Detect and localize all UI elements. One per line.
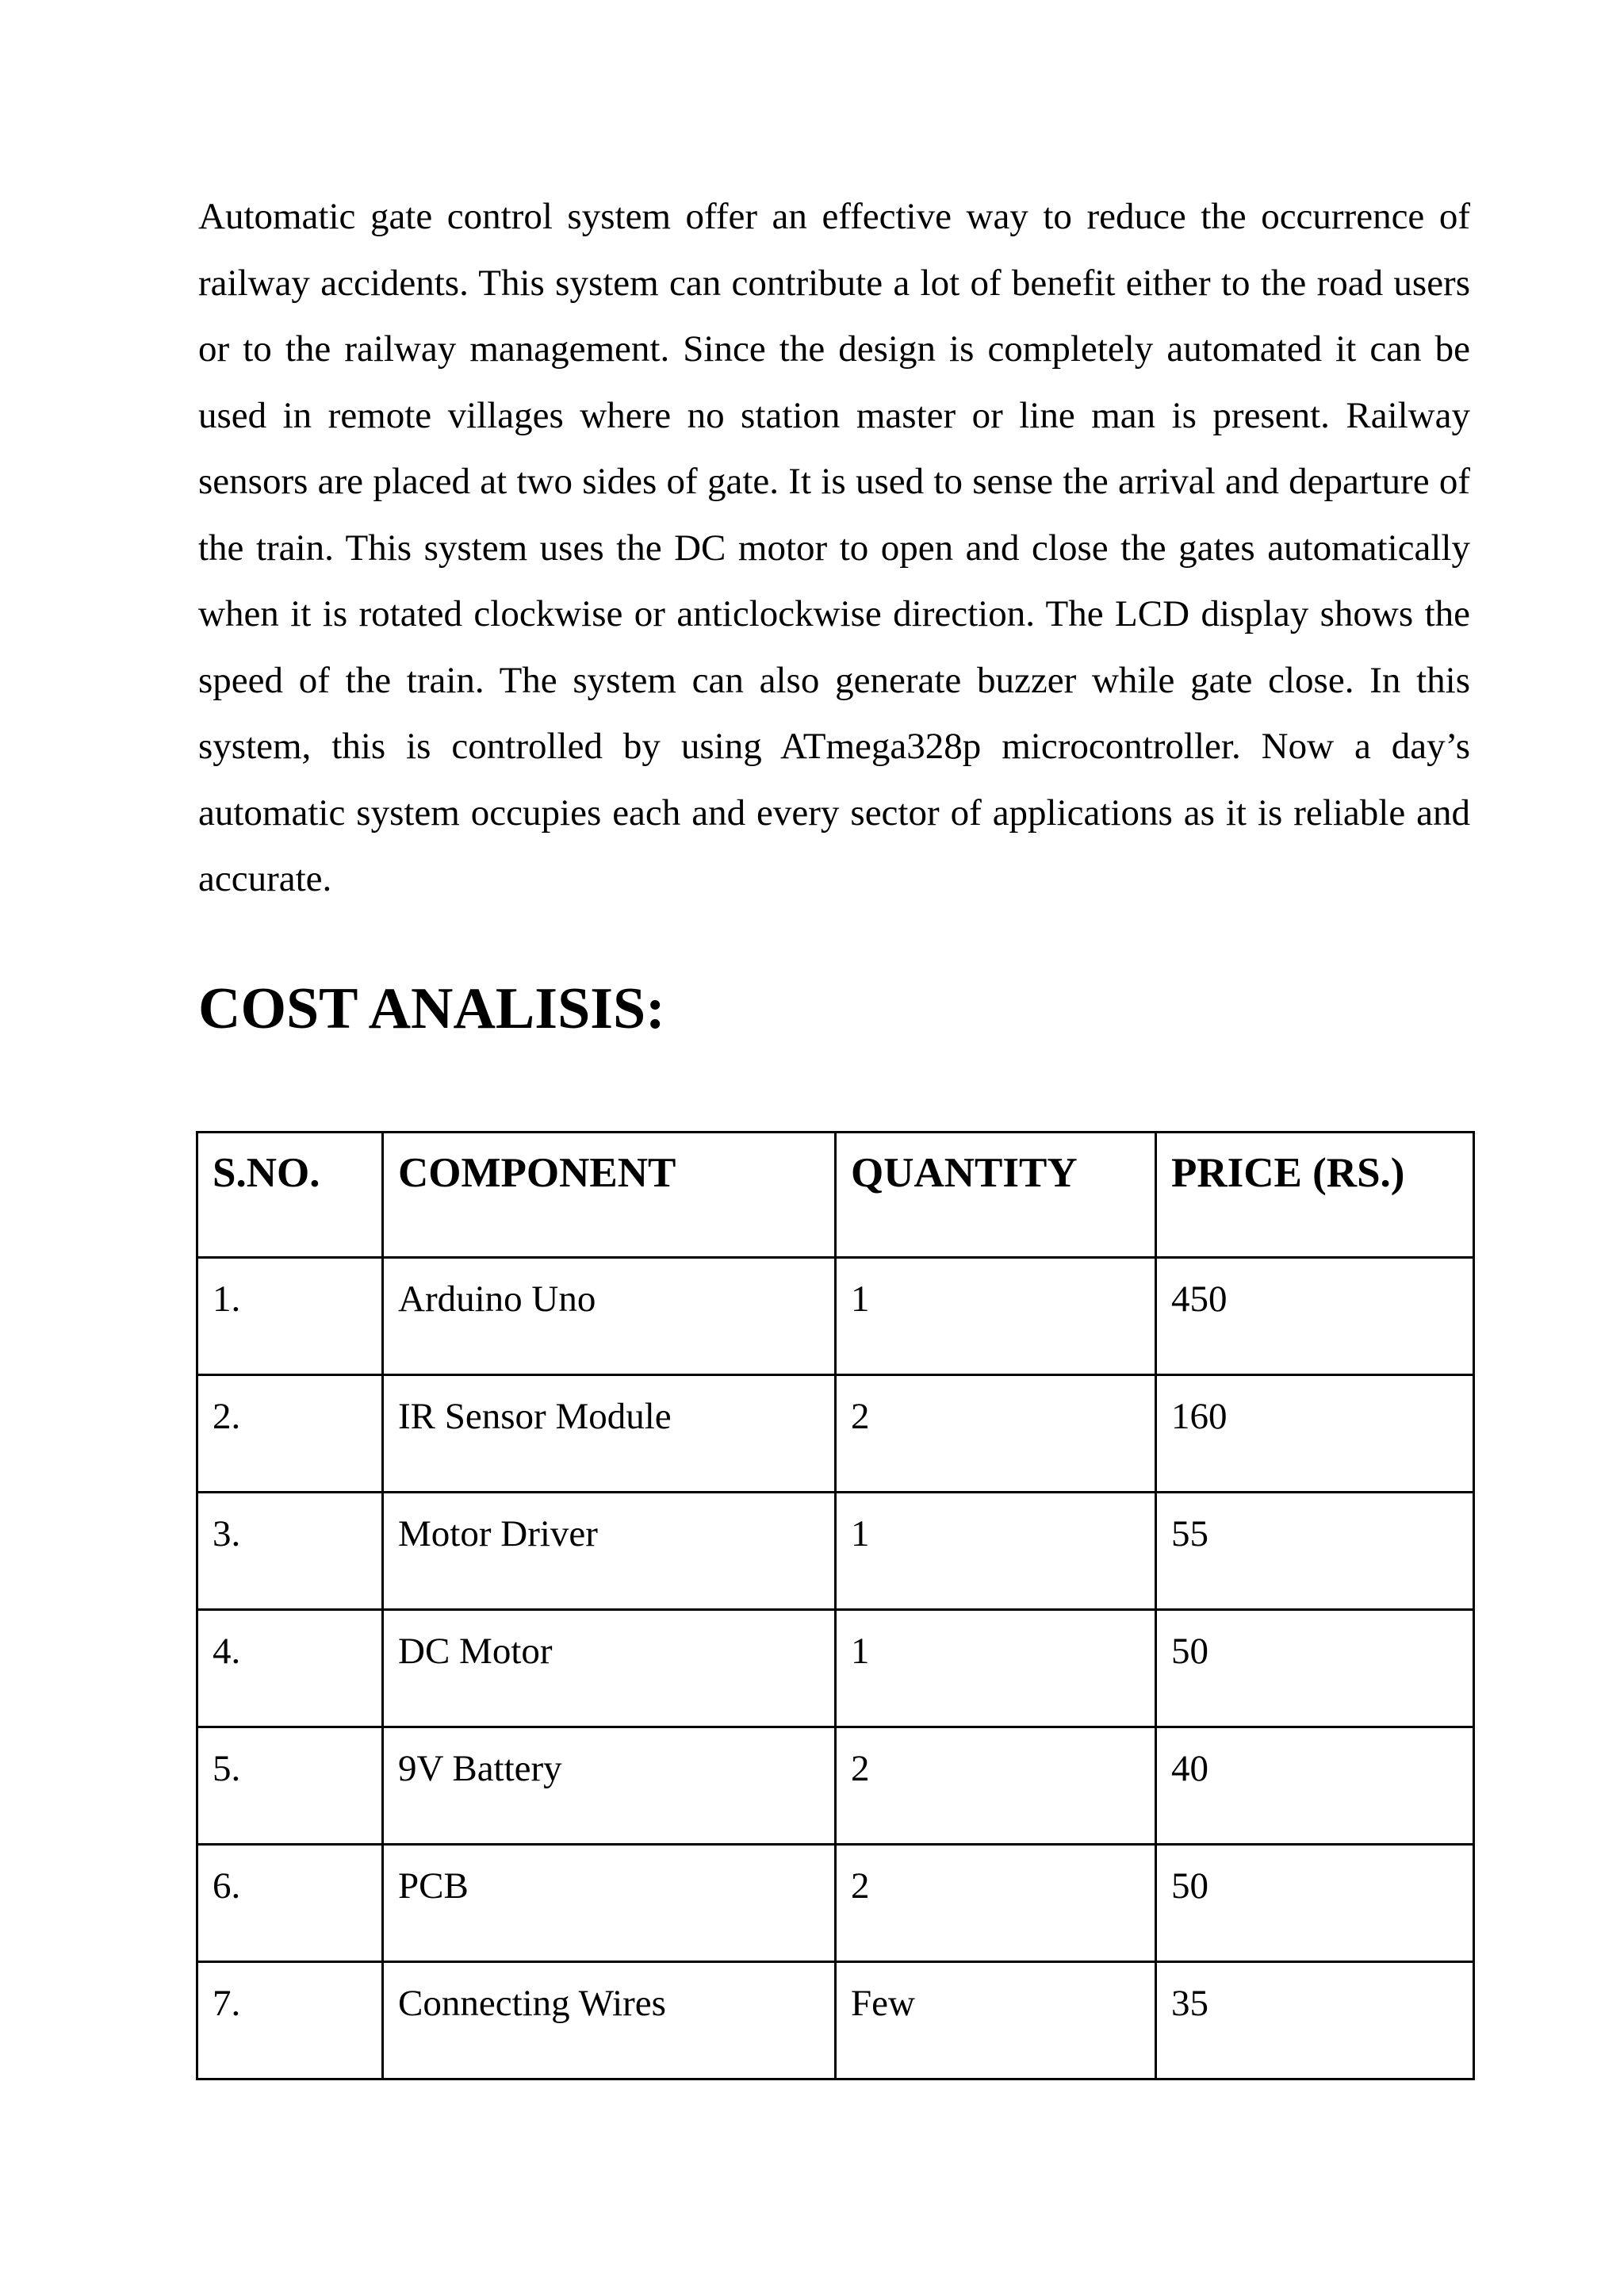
cell-sno: 1. bbox=[197, 1258, 383, 1375]
table-row bbox=[197, 1845, 1474, 1962]
cell-quantity: 1 bbox=[836, 1493, 1156, 1610]
cell-quantity: Few bbox=[836, 1962, 1156, 2079]
table-row bbox=[197, 1727, 1474, 1845]
intro-paragraph: Automatic gate control system offer an effective way to reduce the occurrence of railway accidents. This system can contribute a lot of benefit either to the road users or to the railway management. Since the design is completely automated it can be used in remote villages where no station master or line man is present. Railway sensors are placed at two sides of gate. It is used to sense the arrival and departure of the train. This system uses the DC motor to open and close the gates automatically when it is rotated clockwise or anticlockwise direction. The LCD display shows the speed of the train. The system can also generate buzzer while gate close. In this system, this is controlled by using ATmega328p microcontroller. Now a day’s automatic system occupies each and every sector of applications as it is reliable and accurate. bbox=[198, 196, 1470, 899]
cell-sno: 3. bbox=[197, 1493, 383, 1610]
cell-price: 50 bbox=[1156, 1845, 1474, 1962]
cell-component: PCB bbox=[383, 1845, 836, 1962]
cell-sno: 2. bbox=[197, 1375, 383, 1493]
cell-component: IR Sensor Module bbox=[383, 1375, 836, 1493]
cell-quantity: 1 bbox=[836, 1610, 1156, 1727]
table-header-row bbox=[197, 1133, 1474, 1258]
cell-quantity: 2 bbox=[836, 1845, 1156, 1962]
cell-component: Motor Driver bbox=[383, 1493, 836, 1610]
cell-quantity: 1 bbox=[836, 1258, 1156, 1375]
cell-sno: 6. bbox=[197, 1845, 383, 1962]
cell-sno: 4. bbox=[197, 1610, 383, 1727]
header-price: PRICE (RS.) bbox=[1156, 1133, 1474, 1258]
cost-analysis-heading: COST ANALISIS: bbox=[198, 976, 665, 1041]
header-sno: S.NO. bbox=[197, 1133, 383, 1258]
cell-quantity: 2 bbox=[836, 1375, 1156, 1493]
table-row bbox=[197, 1258, 1474, 1375]
cell-price: 50 bbox=[1156, 1610, 1474, 1727]
table-row bbox=[197, 1493, 1474, 1610]
cell-price: 40 bbox=[1156, 1727, 1474, 1845]
table-row bbox=[197, 1610, 1474, 1727]
header-component: COMPONENT bbox=[383, 1133, 836, 1258]
cell-price: 450 bbox=[1156, 1258, 1474, 1375]
table-row bbox=[197, 1962, 1474, 2079]
cell-price: 35 bbox=[1156, 1962, 1474, 2079]
cell-price: 160 bbox=[1156, 1375, 1474, 1493]
cell-component: 9V Battery bbox=[383, 1727, 836, 1845]
header-quantity: QUANTITY bbox=[836, 1133, 1156, 1258]
cell-sno: 7. bbox=[197, 1962, 383, 2079]
cost-table bbox=[196, 1131, 1475, 2080]
cell-component: Connecting Wires bbox=[383, 1962, 836, 2079]
cell-component: DC Motor bbox=[383, 1610, 836, 1727]
table-row bbox=[197, 1375, 1474, 1493]
cell-price: 55 bbox=[1156, 1493, 1474, 1610]
cell-component: Arduino Uno bbox=[383, 1258, 836, 1375]
cell-sno: 5. bbox=[197, 1727, 383, 1845]
cell-quantity: 2 bbox=[836, 1727, 1156, 1845]
